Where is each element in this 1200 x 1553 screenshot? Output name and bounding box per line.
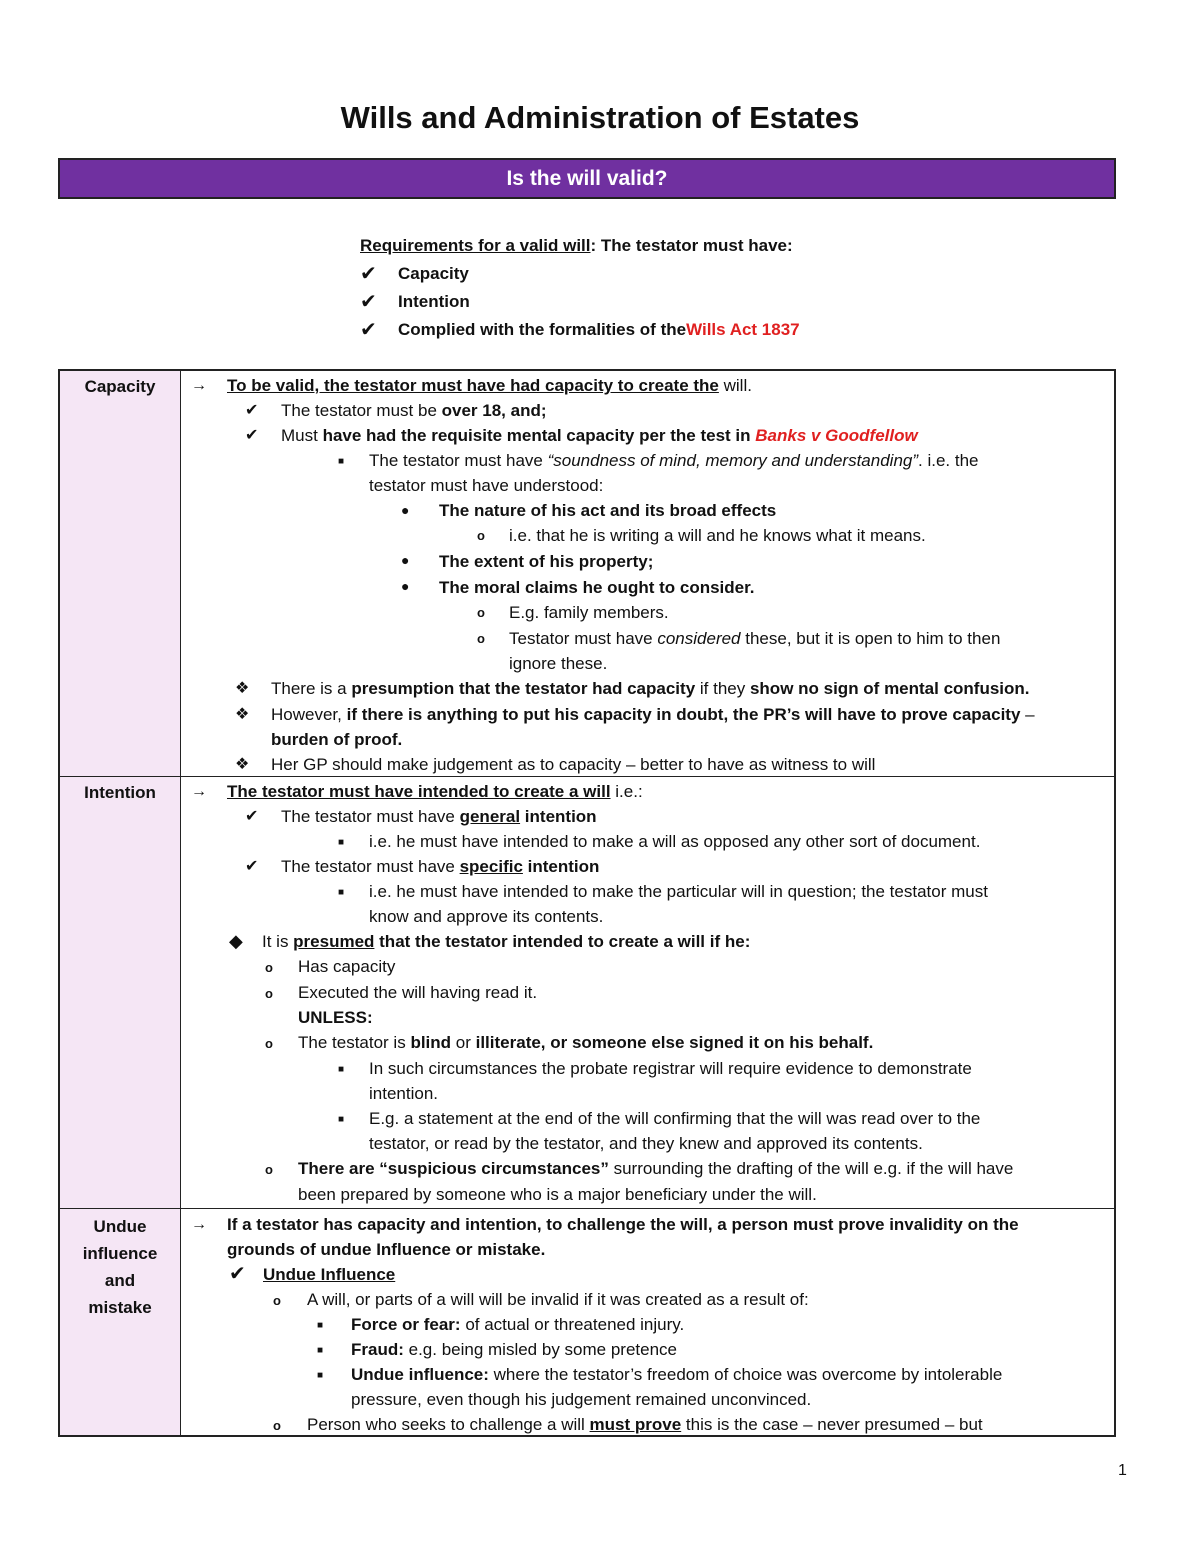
undue-influence-row (60, 1209, 1114, 1435)
square-bullet-icon: ■ (317, 1320, 324, 1331)
text-line: E.g. a statement at the end of the will confirming that the will was read over to the (369, 1109, 981, 1128)
text-line: ignore these. (509, 654, 608, 673)
square-bullet-icon: ■ (317, 1345, 324, 1356)
circle-bullet-icon: o (273, 1418, 281, 1433)
text-line: intention. (369, 1084, 438, 1103)
requirement-item: ✔ Intention (360, 288, 800, 316)
text-line: E.g. family members. (509, 603, 669, 622)
square-bullet-icon: ■ (338, 456, 345, 467)
circle-bullet-icon: o (265, 1162, 273, 1177)
text-line: Undue influence: where the testator’s freedom of choice was overcome by intolerable (351, 1365, 1003, 1384)
square-bullet-icon: ■ (338, 837, 345, 848)
square-bullet-icon: ■ (338, 1064, 345, 1075)
diamond-bullet-icon: ❖ (235, 680, 250, 697)
text-line: i.e. he must have intended to make a will as opposed any other sort of document. (369, 832, 981, 851)
intention-row (60, 777, 1114, 1209)
check-icon: ✔ (245, 427, 259, 444)
requirements-lead: Requirements for a valid will: The testator must have: (360, 236, 793, 255)
text-line: Fraud: e.g. being misled by some pretence (351, 1340, 677, 1359)
diamond-bullet-icon: ❖ (235, 706, 250, 723)
diamond-bullet-icon: ◆ (229, 931, 243, 951)
capacity-row (60, 371, 1114, 777)
bullet-icon: ● (401, 578, 410, 594)
text-line: burden of proof. (271, 730, 403, 749)
text-line: If a testator has capacity and intention, to challenge the will, a person must prove invalidity on the (227, 1215, 1019, 1234)
check-icon: ✔ (229, 1263, 246, 1285)
circle-bullet-icon: o (265, 960, 273, 975)
text-line: testator, or read by the testator, and they knew and approved its contents. (369, 1134, 923, 1153)
row-label-capacity: Capacity (60, 371, 181, 776)
text-line: been prepared by someone who is a major beneficiary under the will. (298, 1185, 817, 1204)
text-line: The testator must be over 18, and; (281, 401, 547, 420)
text-line: The testator must have intended to create a will i.e.: (227, 782, 643, 801)
text-line: Undue Influence (263, 1265, 396, 1284)
text-line: However, if there is anything to put his capacity in doubt, the PR’s will have to prove capacity – (271, 705, 1035, 724)
square-bullet-icon: ■ (317, 1370, 324, 1381)
requirements-list (360, 232, 800, 344)
text-line: Executed the will having read it. (298, 983, 538, 1002)
text-line: The nature of his act and its broad effects (439, 501, 777, 520)
text-line: The moral claims he ought to consider. (439, 578, 755, 597)
page-number: 1 (1118, 1462, 1127, 1479)
bullet-icon: ● (401, 502, 410, 518)
notes-table (58, 369, 1116, 1437)
text-line: Has capacity (298, 957, 396, 976)
check-icon: ✔ (360, 319, 377, 341)
document-title: Wills and Administration of Estates (340, 100, 860, 135)
check-icon: ✔ (245, 402, 259, 419)
wills-act-reference: Wills Act 1837 (686, 320, 800, 339)
row-label-undue-influence: Undue influence and mistake (60, 1209, 181, 1435)
text-line: Testator must have considered these, but it is open to him to then (509, 629, 1001, 648)
text-line: The testator must have specific intention (281, 857, 600, 876)
text-line: The testator must have “soundness of mind, memory and understanding”. i.e. the (369, 451, 979, 470)
text-line: There is a presumption that the testator had capacity if they show no sign of mental confusion. (271, 679, 1030, 698)
text-line: In such circumstances the probate registrar will require evidence to demonstrate (369, 1059, 972, 1078)
section-banner: Is the will valid? (58, 158, 1116, 199)
text-line: Must have had the requisite mental capacity per the test in Banks v Goodfellow (281, 426, 918, 445)
circle-bullet-icon: o (477, 605, 485, 620)
text-line: i.e. that he is writing a will and he knows what it means. (509, 526, 926, 545)
text-line: grounds of undue Influence or mistake. (227, 1240, 546, 1259)
text-line: i.e. he must have intended to make the particular will in question; the testator must (369, 882, 988, 901)
circle-bullet-icon: o (273, 1293, 281, 1308)
check-icon: ✔ (360, 291, 377, 313)
text-line: The testator must have general intention (281, 807, 597, 826)
diamond-bullet-icon: ❖ (235, 756, 250, 773)
text-line: A will, or parts of a will will be invalid if it was created as a result of: (307, 1290, 809, 1309)
text-line: There are “suspicious circumstances” surrounding the drafting of the will e.g. if the will have (298, 1159, 1014, 1178)
bullet-icon: ● (401, 552, 410, 568)
text-line: It is presumed that the testator intended to create a will if he: (262, 932, 751, 951)
circle-bullet-icon: o (265, 986, 273, 1001)
text-line: Force or fear: of actual or threatened injury. (351, 1315, 685, 1334)
check-icon: ✔ (360, 263, 377, 285)
square-bullet-icon: ■ (338, 887, 345, 898)
text-line: Her GP should make judgement as to capacity – better to have as witness to will (271, 755, 876, 774)
circle-bullet-icon: o (477, 528, 485, 543)
check-icon: ✔ (245, 858, 259, 875)
square-bullet-icon: ■ (338, 1114, 345, 1125)
arrow-icon: → (191, 377, 207, 394)
requirement-item: ✔ Capacity (360, 260, 800, 288)
circle-bullet-icon: o (477, 631, 485, 646)
text-line: UNLESS: (298, 1008, 373, 1027)
text-line: pressure, even though his judgement remained unconvinced. (351, 1390, 812, 1409)
row-label-intention: Intention (60, 777, 181, 1208)
text-line: Person who seeks to challenge a will must prove this is the case – never presumed – but (307, 1415, 983, 1434)
text-line: To be valid, the testator must have had capacity to create the will. (227, 376, 752, 395)
circle-bullet-icon: o (265, 1036, 273, 1051)
text-line: know and approve its contents. (369, 907, 604, 926)
check-icon: ✔ (245, 808, 259, 825)
text-line: The testator is blind or illiterate, or someone else signed it on his behalf. (298, 1033, 874, 1052)
arrow-icon: → (191, 783, 207, 800)
arrow-icon: → (191, 1216, 207, 1233)
requirement-item: ✔ Complied with the formalities of the Wills Act 1837 (360, 316, 800, 344)
text-line: The extent of his property; (439, 552, 654, 571)
text-line: testator must have understood: (369, 476, 604, 495)
